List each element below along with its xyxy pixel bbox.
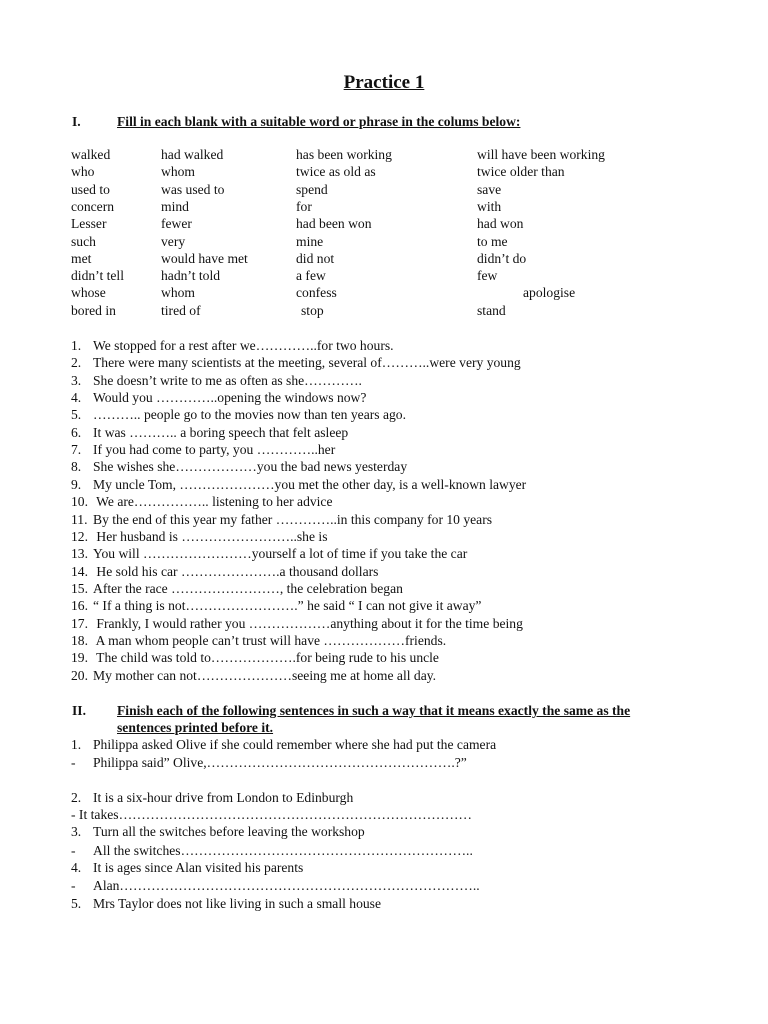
item-number: 10. xyxy=(71,494,88,510)
word-option: twice older than xyxy=(477,164,565,180)
item-number: 11. xyxy=(71,511,88,527)
exercise-item xyxy=(71,528,327,545)
item-number: 1. xyxy=(71,737,82,752)
item-number: 7. xyxy=(71,442,82,458)
item-number: 19. xyxy=(71,650,88,666)
exercise-item xyxy=(71,789,353,806)
item-text: She wishes she………………you the bad news yesterday xyxy=(93,459,408,475)
item-text: Philippa asked Olive if she could remember where she had put the camera xyxy=(93,737,497,752)
word-option: had walked xyxy=(161,147,224,162)
item-text: It was ……….. a boring speech that felt asleep xyxy=(93,424,349,440)
word-option: confess xyxy=(296,285,337,301)
item-number: - xyxy=(71,878,76,893)
item-text: It is a six-hour drive from London to Edinburgh xyxy=(93,790,354,805)
item-number: 20. xyxy=(71,667,88,683)
item-number: 13. xyxy=(71,546,88,562)
word-option: tired of xyxy=(161,302,201,318)
exercise-item xyxy=(71,823,365,840)
item-number: - xyxy=(71,755,76,770)
item-number: 8. xyxy=(71,459,82,475)
item-text: My uncle Tom, …………………you met the other day, is a well-known lawyer xyxy=(93,476,527,492)
item-text: “ If a thing is not…………………….” he said “ I can not give it away” xyxy=(93,598,482,614)
word-option: stop xyxy=(301,302,324,318)
word-option: would have met xyxy=(161,250,248,266)
word-option: concern xyxy=(71,198,115,214)
exercise-item xyxy=(71,632,446,649)
item-number: 3. xyxy=(71,824,82,839)
word-option: hadn’t told xyxy=(161,268,221,284)
word-option: whose xyxy=(71,285,106,301)
item-number: 4. xyxy=(71,390,82,406)
word-option: will have been working xyxy=(477,147,605,162)
exercise-item xyxy=(71,859,303,876)
item-number: 14. xyxy=(71,563,88,579)
word-option: was used to xyxy=(161,181,225,197)
item-text: You will ……………………yourself a lot of time if you take the car xyxy=(93,546,468,562)
item-text: ……….. people go to the movies now than ten years ago. xyxy=(93,407,406,423)
item-number: 18. xyxy=(71,632,88,648)
word-option: mine xyxy=(296,233,324,249)
word-option: walked xyxy=(71,147,111,162)
item-text: There were many scientists at the meeting, several of………..were very young xyxy=(93,355,521,371)
item-number: 17. xyxy=(71,615,88,631)
word-option: for xyxy=(296,198,312,214)
word-option: whom xyxy=(161,285,195,301)
exercise-item xyxy=(71,580,403,597)
word-option: apologise xyxy=(523,285,576,301)
word-option: save xyxy=(477,181,502,197)
section-1-number: I. xyxy=(72,114,81,129)
exercise-item xyxy=(71,389,366,406)
word-option: such xyxy=(71,233,96,249)
item-text: Would you …………..opening the windows now? xyxy=(93,390,367,406)
word-option: didn’t do xyxy=(477,250,527,266)
item-text: Philippa said” Olive,……………………………………………….?” xyxy=(93,755,467,770)
exercise-item xyxy=(71,354,521,371)
word-option: very xyxy=(161,233,186,249)
exercise-item xyxy=(71,372,362,389)
exercise-item xyxy=(71,754,467,771)
item-text: We stopped for a rest after we…………..for two hours. xyxy=(93,338,394,353)
exercise-item xyxy=(71,597,481,614)
word-option: did not xyxy=(296,250,335,266)
exercise-item xyxy=(71,476,526,493)
section-2-heading-line-2: sentences printed before it. xyxy=(117,720,274,735)
item-text: My mother can not…………………seeing me at home all day. xyxy=(93,667,437,683)
item-text: Frankly, I would rather you ………………anything about it for the time being xyxy=(93,615,523,631)
item-number: - xyxy=(71,843,76,858)
item-text: If you had come to party, you …………..her xyxy=(93,442,336,458)
item-text: We are…………….. listening to her advice xyxy=(93,494,333,510)
exercise-item xyxy=(71,563,378,580)
word-option: met xyxy=(71,250,92,266)
exercise-item xyxy=(71,649,439,666)
section-2-number: II. xyxy=(72,703,86,718)
exercise-item xyxy=(71,615,523,632)
exercise-item xyxy=(71,458,407,475)
item-number: 16. xyxy=(71,598,88,614)
item-text: Alan…………………………………………………………………….. xyxy=(93,878,480,893)
item-text: Her husband is ……………………..she is xyxy=(93,528,328,544)
word-option: whom xyxy=(161,164,195,180)
exercise-item xyxy=(71,736,496,753)
word-option: twice as old as xyxy=(296,164,376,180)
word-option: spend xyxy=(296,181,328,197)
exercise-item xyxy=(71,424,348,441)
word-option: didn’t tell xyxy=(71,268,124,284)
item-text: A man whom people can’t trust will have ………………friends. xyxy=(93,632,447,648)
word-option: has been working xyxy=(296,147,392,162)
item-text: Turn all the switches before leaving the workshop xyxy=(93,824,365,839)
exercise-item xyxy=(71,667,436,684)
exercise-item xyxy=(71,806,472,823)
item-number: 1. xyxy=(71,338,82,353)
item-text: …………………………………………………………………… xyxy=(118,807,472,822)
word-option: to me xyxy=(477,233,508,249)
item-number: - It takes xyxy=(71,807,119,822)
item-text: The child was told to……………….for being rude to his uncle xyxy=(93,650,439,666)
item-text: By the end of this year my father …………..in this company for 10 years xyxy=(93,511,493,527)
item-text: Mrs Taylor does not like living in such a small house xyxy=(93,896,382,911)
word-option: had been won xyxy=(296,216,372,232)
section-1-heading: Fill in each blank with a suitable word or phrase in the colums below: xyxy=(117,114,521,129)
word-option: who xyxy=(71,164,95,180)
word-option: fewer xyxy=(161,216,192,232)
item-number: 2. xyxy=(71,790,82,805)
item-text: He sold his car ………………….a thousand dollars xyxy=(93,563,379,579)
item-text: After the race ……………………, the celebration began xyxy=(93,580,403,596)
item-number: 4. xyxy=(71,860,82,875)
item-number: 3. xyxy=(71,372,82,388)
word-option: stand xyxy=(477,302,506,318)
item-text: All the switches……………………………………………………….. xyxy=(93,843,473,858)
exercise-item xyxy=(71,511,492,528)
exercise-item xyxy=(71,441,335,458)
section-2-heading-line-1: Finish each of the following sentences in such a way that it means exactly the same as the xyxy=(117,703,631,718)
word-option: bored in xyxy=(71,302,116,318)
item-number: 5. xyxy=(71,896,82,911)
word-option: Lesser xyxy=(71,216,107,232)
exercise-item xyxy=(71,877,480,894)
exercise-item xyxy=(71,895,381,912)
item-text: She doesn’t write to me as often as she…………. xyxy=(93,372,362,388)
item-number: 2. xyxy=(71,355,82,371)
item-number: 9. xyxy=(71,476,82,492)
word-option: with xyxy=(477,198,502,214)
exercise-item xyxy=(71,337,394,354)
item-text: It is ages since Alan visited his parents xyxy=(93,860,304,875)
exercise-item xyxy=(71,842,473,859)
exercise-item xyxy=(71,545,467,562)
word-option: few xyxy=(477,268,498,284)
word-option: used to xyxy=(71,181,110,197)
item-number: 5. xyxy=(71,407,82,423)
exercise-item xyxy=(71,493,333,510)
item-number: 6. xyxy=(71,424,82,440)
word-option: a few xyxy=(296,268,326,284)
item-number: 15. xyxy=(71,580,88,596)
item-number: 12. xyxy=(71,528,88,544)
word-option: mind xyxy=(161,198,189,214)
page-title: Practice 1 xyxy=(343,72,425,93)
exercise-item xyxy=(71,406,406,423)
word-option: had won xyxy=(477,216,524,232)
